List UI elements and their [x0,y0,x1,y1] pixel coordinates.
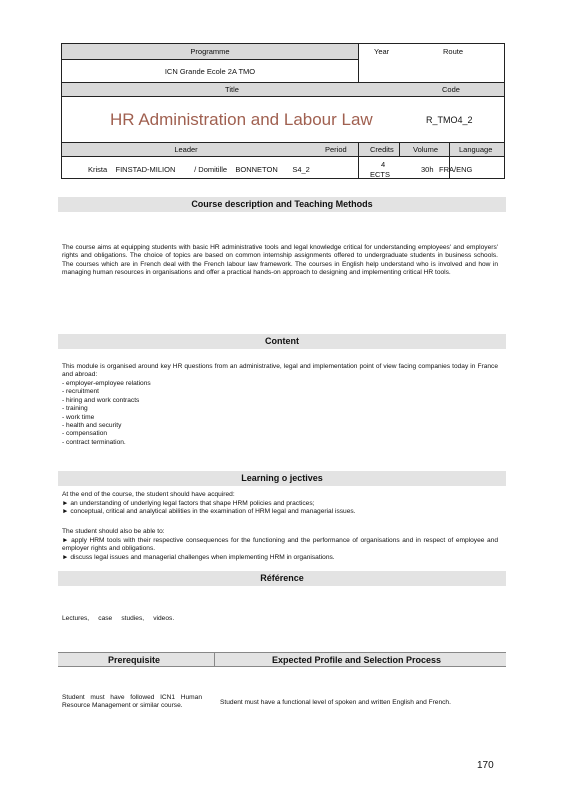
list-item: - contract termination. [62,438,126,446]
list-item: - employer-employee relations [62,380,151,387]
description-title: Course description and Teaching Methods [58,197,506,212]
vline-volume [399,142,400,156]
objectives-able-intro: The student should also be able to: [62,528,165,535]
volume-label: Volume [413,145,439,154]
credits-value-2: ECTS [370,170,391,179]
description-text: The course aims at equipping students with basic HR administrative tools and legal knowledge critical for understanding employees' and employers' rights and obligations. The choice of topics are based on common internship assignments offered to undergraduate students in business schools. The courses which are in French deal with the French labour law framework. The courses in English help understand who is involved and how in managing human resources in organisations and offer a practical hands-on approach to designing and implementing critical HR tools. [62,244,498,277]
objectives-able-list [62,537,498,562]
programme-value: ICN Grande Ecole 2A TMO [164,67,256,76]
hline-title-bottom [62,96,504,97]
programme-label: Programme [190,47,230,56]
profile-title: Expected Profile and Selection Process [272,655,442,665]
content-list [62,380,498,447]
prerequisite-title: Prerequisite [108,655,161,665]
reference-text: Lectures, case studies, videos. [62,615,175,622]
hline-programme [62,59,358,60]
reference-title: Référence [58,571,506,586]
list-item: ► discuss legal issues and managerial challenges when implementing HRM in organisations. [62,553,335,561]
period-label: Period [325,145,347,154]
profile-text: Student must have a functional level of spoken and written English and French. [220,699,451,706]
leader-value: Krista FINSTAD-MILION / Domitille BONNETON S4_2 [88,165,310,174]
prereq-band-bottom-line [58,666,506,667]
language-value: FRA/ENG [439,165,473,174]
objectives-intro: At the end of the course, the student should have acquired: [62,491,235,498]
list-item: - hiring and work contracts [62,396,140,404]
code-label: Code [442,85,460,94]
vline-credits [358,142,359,179]
prerequisite-text: Student must have followed ICN1 Human Resource Management or similar course. [62,694,202,710]
course-title: HR Administration and Labour Law [110,110,373,129]
volume-value: 30h [421,165,434,174]
route-label: Route [443,47,464,56]
credits-value-1: 4 [381,160,386,169]
content-title: Content [58,334,506,349]
objectives-title: Learning o jectives [58,471,506,486]
course-code: R_TMO4_2 [426,115,473,125]
list-item: - training [62,405,88,413]
list-item: - recruitment [62,388,100,396]
leader-label: Leader [174,145,198,154]
title-label: Title [225,85,239,94]
list-item: - compensation [62,430,108,438]
language-label: Language [459,145,493,154]
year-label: Year [374,47,390,56]
prereq-divider [214,652,215,667]
hline-leader-top [62,142,504,143]
objectives-acquired-list [62,500,498,517]
hline-title-top [62,82,504,83]
prereq-band-top-line [58,652,506,653]
list-item: - health and security [62,422,122,430]
page-number: 170 [477,760,494,771]
list-item: - work time [62,413,95,421]
list-item: ► apply HRM tools with their respective consequences for the functioning and the performance of organisations and in respect of employee and employer rights and obligations. [62,537,498,553]
hline-leader-bottom [62,156,504,157]
vline-year [358,44,359,82]
content-intro: This module is organised around key HR questions from an administrative, legal and implementation point of view facing companies today in France and abroad: [62,363,498,379]
list-item: ► conceptual, critical and analytical abilities in the examination of HRM legal and managerial issues. [62,508,356,516]
credits-label: Credits [370,145,394,154]
list-item: ► an understanding of underlying legal factors that shape HRM policies and practices; [62,500,315,507]
